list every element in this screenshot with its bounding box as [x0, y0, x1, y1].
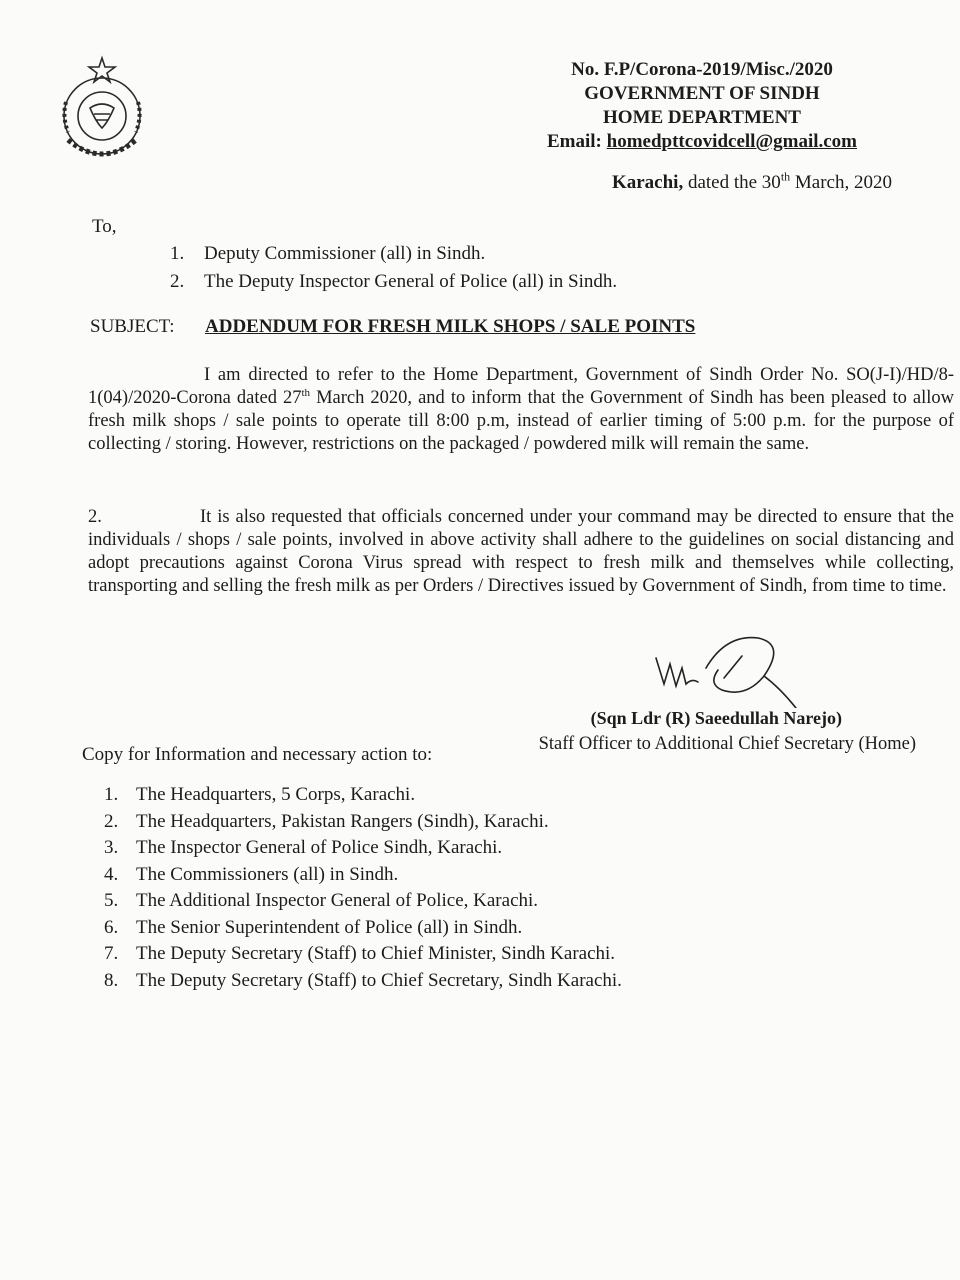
to-label: To,: [92, 216, 117, 237]
recipient-list: [170, 240, 617, 296]
email-link[interactable]: homedpttcovidcell@gmail.com: [606, 131, 858, 152]
dateline-month-year: March, 2020: [790, 172, 892, 193]
paragraph-number: 2.: [88, 507, 102, 527]
list-item: 3. The Inspector General of Police Sindh, Karachi.: [104, 837, 503, 858]
copy-heading: Copy for Information and necessary action to:: [82, 744, 433, 765]
list-item: 2. The Headquarters, Pakistan Rangers (Sindh), Karachi.: [104, 810, 549, 832]
list-item: 4. The Commissioners (all) in Sindh.: [104, 863, 399, 885]
dateline: [611, 169, 892, 194]
list-item: 1. The Headquarters, 5 Corps, Karachi.: [104, 784, 416, 805]
list-item: 1. Deputy Commissioner (all) in Sindh.: [170, 243, 486, 264]
paragraph-1: I am directed to refer to the Home Department, Government of Sindh Order No. SO(J-I)/HD/8-1(04)/2020-Corona dated 27th March 2020, and to inform that the Government of Sindh has been pleased to allow fresh milk shops / sale points to operate till 8:00 p.m, instead of earlier timing of 5:00 p.m. for the purpose of collecting / storing. However, restrictions on the packaged / powdered milk will remain the same.: [88, 365, 954, 454]
subject-line: [90, 316, 850, 338]
signatory-title: Staff Officer to Additional Chief Secretary (Home): [538, 734, 916, 754]
list-item: 5. The Additional Inspector General of Police, Karachi.: [104, 890, 539, 911]
list-item: 6. The Senior Superintendent of Police (all) in Sindh.: [104, 916, 523, 938]
list-item: 7. The Deputy Secretary (Staff) to Chief Minister, Sindh Karachi.: [104, 943, 616, 964]
government-name: GOVERNMENT OF SINDH: [584, 83, 820, 104]
list-item: 2. The Deputy Inspector General of Police (all) in Sindh.: [170, 271, 618, 292]
email-label: Email:: [546, 131, 602, 152]
dateline-date: dated the 30: [683, 172, 781, 193]
dateline-place: Karachi,: [611, 172, 684, 193]
letterhead: [492, 58, 912, 154]
email-line: [492, 130, 912, 154]
department-name: HOME DEPARTMENT: [603, 107, 801, 128]
file-number: No. F.P/Corona-2019/Misc./2020: [571, 59, 833, 80]
dateline-suffix: th: [780, 169, 791, 184]
signatory-name: (Sqn Ldr (R) Saeedullah Narejo): [590, 708, 842, 728]
list-item: 8. The Deputy Secretary (Staff) to Chief Secretary, Sindh Karachi.: [104, 969, 622, 991]
subject-label: SUBJECT:: [90, 316, 175, 337]
copy-list: [104, 782, 622, 994]
paragraph-2: 2. It is also requested that officials concerned under your command may be directed to ensure that the individuals / shops / sale points, involved in above activity shall adhere to the guidelines on social distancing and adopt precautions against Corona Virus spread with respect to fresh milk and themselves while collecting, transporting and selling the fresh milk as per Orders / Directives issued by Government of Sindh, from time to time.: [88, 507, 954, 596]
signature-icon: [646, 628, 816, 708]
subject-text: ADDENDUM FOR FRESH MILK SHOPS / SALE POINTS: [205, 316, 696, 337]
sindh-government-emblem-icon: [44, 52, 160, 172]
